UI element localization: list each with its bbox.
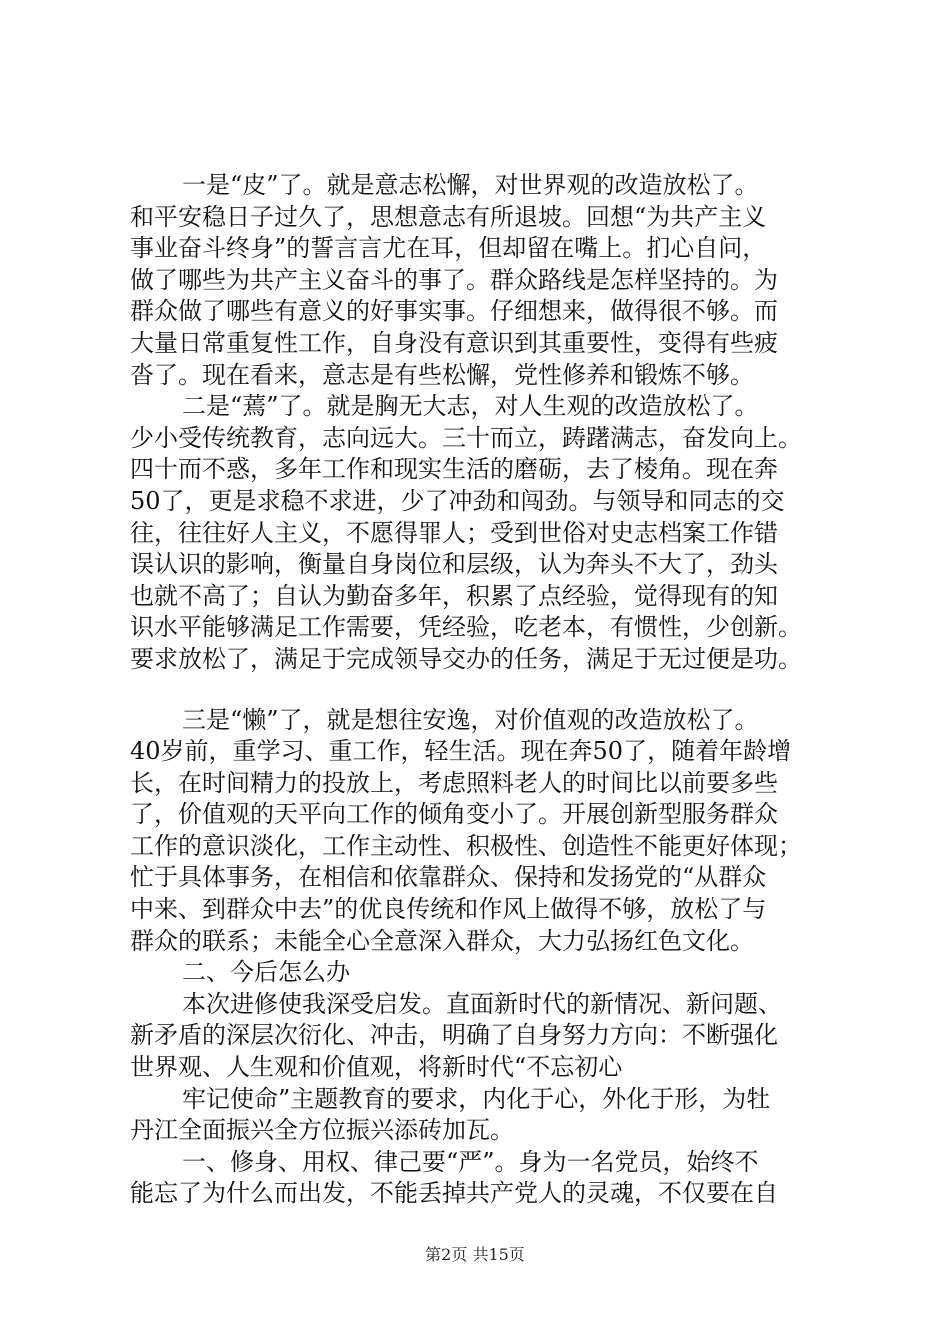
body-text [130,170,850,1210]
text-line: 忙于具体事务，在相信和依靠群众、保持和发扬党的“从群众 [130,863,767,892]
text-line: 二是“蔫”了。就是胸无大志，对人生观的改造放松了。 [182,392,759,421]
text-line: 中来、到群众中去”的优良传统和作风上做得不够，放松了与 [130,895,767,924]
text-line: 四十而不惑，多年工作和现实生活的磨砺，去了棱角。现在奔 [130,455,778,484]
section-heading: 二、今后怎么办 [182,958,350,987]
text-line: 也就不高了；自认为勤奋多年，积累了点经验，觉得现有的知 [130,581,778,610]
text-line: 要求放松了，满足于完成领导交办的任务，满足于无过便是功。 [130,644,802,673]
text-line: 长，在时间精力的投放上，考虑照料老人的时间比以前要多些 [130,768,778,797]
text-line: 本次进修使我深受启发。直面新时代的新情况、新问题、 [182,989,782,1018]
text-line: 大量日常重复性工作，自身没有意识到其重要性，变得有些疲 [130,328,778,357]
text-line: 事业奋斗终身”的誓言言尤在耳，但却留在嘴上。扪心自问， [130,234,767,263]
text-line: 做了哪些为共产主义奋斗的事了。群众路线是怎样坚持的。为 [130,265,778,294]
text-line: 丹江全面振兴全方位振兴添砖加瓦。 [130,1116,514,1145]
text-line: 世界观、人生观和价值观，将新时代“不忘初心 [130,1053,623,1082]
text-line: 50了，更是求稳不求进，少了冲劲和闯劲。与领导和同志的交 [130,486,785,515]
text-line: 了，价值观的天平向工作的倾角变小了。开展创新型服务群众 [130,800,778,829]
text-line: 一、修身、用权、律己要“严”。身为一名党员，始终不 [182,1147,759,1176]
text-line: 新矛盾的深层次衍化、冲击，明确了自身努力方向：不断强化 [130,1021,778,1050]
text-line: 牢记使命”主题教育的要求，内化于心，外化于形，为牡 [182,1084,771,1113]
text-line: 工作的意识淡化，工作主动性、积极性、创造性不能更好体现； [130,831,802,860]
text-line: 能忘了为什么而出发，不能丢掉共产党人的灵魂，不仅要在自 [130,1179,778,1208]
text-line: 识水平能够满足工作需要，凭经验，吃老本，有惯性，少创新。 [130,613,802,642]
text-line: 群众的联系；未能全心全意深入群众，大力弘扬红色文化。 [130,926,754,955]
text-line: 40岁前，重学习、重工作，轻生活。现在奔50了，随着年龄增 [130,737,792,766]
text-line: 往，往往好人主义，不愿得罪人；受到世俗对史志档案工作错 [130,518,778,547]
text-line: 群众做了哪些有意义的好事实事。仔细想来，做得很不够。而 [130,297,778,326]
text-line: 沓了。现在看来，意志是有些松懈，党性修养和锻炼不够。 [130,360,754,389]
page-footer [0,1242,950,1265]
page-number: 第2页 共15页 [425,1245,525,1264]
text-line: 误认识的影响，衡量自身岗位和层级，认为奔头不大了，劲头 [130,550,778,579]
text-line: 一是“皮”了。就是意志松懈，对世界观的改造放松了。 [182,171,759,199]
text-line: 和平安稳日子过久了，思想意志有所退坡。回想“为共产主义 [130,202,767,231]
paragraph-gap [130,676,850,705]
text-line: 三是“懒”了，就是想往安逸，对价值观的改造放松了。 [182,705,759,734]
text-line: 少小受传统教育，志向远大。三十而立，踌躇满志，奋发向上。 [130,423,802,452]
